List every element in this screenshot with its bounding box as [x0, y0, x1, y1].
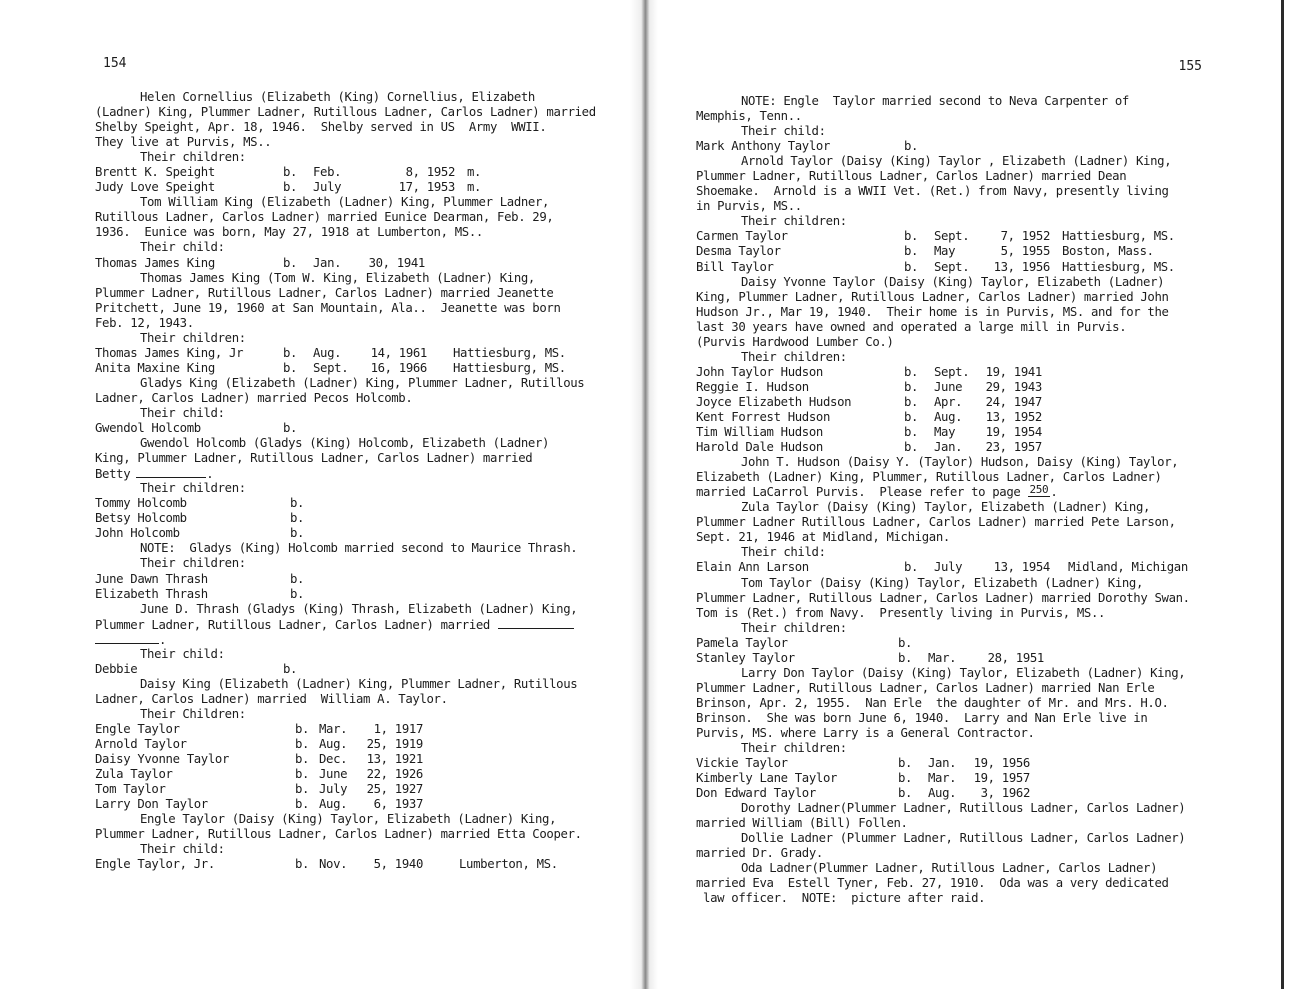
birth-month: Sept.: [934, 229, 970, 244]
child-name: Mark Anthony Taylor: [696, 139, 831, 154]
birth-marker: b.: [295, 857, 310, 872]
text-line: Engle Taylor (Daisy (King) Taylor, Elizabeth (Ladner) King,: [140, 812, 557, 827]
text-line: Larry Don Taylor (Daisy (King) Taylor, Elizabeth (Ladner) King,: [741, 665, 1186, 680]
birth-marker: b.: [295, 752, 310, 767]
child-row: [95, 526, 596, 541]
child-name: Kimberly Lane Taylor: [696, 771, 838, 786]
birth-month: Feb.: [313, 165, 342, 180]
birth-marker: b.: [904, 244, 919, 259]
birth-marker: b.: [904, 364, 919, 379]
birth-month: Aug.: [313, 345, 342, 360]
birth-month: May: [934, 425, 956, 440]
text-line: Arnold Taylor (Daisy (King) Taylor , Elizabeth (Ladner) King,: [741, 154, 1172, 169]
child-row: [696, 440, 1190, 455]
birth-date: 13, 1956: [993, 259, 1050, 274]
text-line: Brinson, Apr. 2, 1955. Nan Erle the daughter of Mr. and Mrs. H.O.: [696, 695, 1169, 710]
text-line: Ladner, Carlos Ladner) married Pecos Holcomb.: [95, 390, 413, 405]
child-name: Stanley Taylor: [696, 650, 795, 665]
birth-place: Hattiesburg, MS.: [1062, 259, 1175, 274]
text-line: Sept. 21, 1946 at Midland, Michigan.: [696, 530, 950, 545]
page-number: 154: [103, 56, 127, 71]
right-page: [658, 0, 1284, 989]
birth-marker: b.: [283, 165, 298, 180]
child-row: [696, 651, 1190, 666]
birth-month: Jan.: [928, 756, 957, 771]
section-heading: Their children:: [741, 741, 847, 756]
birth-place: Hattiesburg, MS.: [453, 360, 566, 375]
birth-date: 14, 1961: [370, 345, 427, 360]
birth-date: 25, 1927: [366, 782, 423, 797]
child-row: [95, 857, 596, 872]
birth-month: Sept.: [934, 259, 970, 274]
birth-marker: b.: [290, 526, 305, 541]
birth-month: June: [934, 379, 963, 394]
section-heading: Their child:: [140, 842, 225, 857]
text-line: married William (Bill) Follen.: [696, 816, 908, 831]
child-name: Brentt K. Speight: [95, 165, 215, 180]
text-line: June D. Thrash (Gladys (King) Thrash, Elizabeth (Ladner) King,: [140, 601, 578, 616]
child-name: Engle Taylor: [95, 721, 180, 736]
child-name: Desma Taylor: [696, 244, 781, 259]
text-line: 1936. Eunice was born, May 27, 1918 at Lumberton, MS..: [95, 225, 483, 240]
text-line: Zula Taylor (Daisy (King) Taylor, Elizabeth (Ladner) King,: [741, 500, 1151, 515]
blank-underline: [136, 466, 206, 478]
page-number: 155: [1178, 59, 1202, 74]
birth-marker: b.: [904, 229, 919, 244]
child-name: John Holcomb: [95, 526, 180, 541]
text-line: Plummer Ladner, Rutillous Ladner, Carlos Ladner) married Nan Erle: [696, 680, 1155, 695]
text-line: last 30 years have owned and operated a large mill in Purvis.: [696, 319, 1127, 334]
child-row: [95, 737, 596, 752]
child-name: Zula Taylor: [95, 767, 173, 782]
child-row: [696, 636, 1190, 651]
birth-marker: b.: [295, 737, 310, 752]
text-line: Feb. 12, 1943.: [95, 315, 194, 330]
birth-month: May: [934, 244, 956, 259]
text-line: Plummer Ladner Rutillous Ladner, Carlos Ladner) married Pete Larson,: [696, 515, 1176, 530]
birth-marker: b.: [283, 360, 298, 375]
left-page: [0, 0, 630, 989]
child-row: [95, 797, 596, 812]
text-line: Helen Cornellius (Elizabeth (King) Cornellius, Elizabeth: [140, 90, 535, 104]
blank-underline: [498, 617, 574, 629]
birth-month: Aug.: [934, 409, 963, 424]
child-name: Debbie: [95, 661, 138, 676]
birth-marker: b.: [295, 721, 310, 736]
birth-marker: b.: [283, 421, 298, 436]
birth-date: 8, 1952: [405, 165, 455, 180]
birth-date: 24, 1947: [985, 394, 1042, 409]
child-row: [696, 771, 1190, 786]
text-line: Hudson Jr., Mar 19, 1940. Their home is in Purvis, MS. and for the: [696, 304, 1169, 319]
birth-marker: b.: [904, 394, 919, 409]
child-name: Harold Dale Hudson: [696, 440, 823, 455]
child-row: [95, 767, 596, 782]
text-line: Tom Taylor (Daisy (King) Taylor, Elizabeth (Ladner) King,: [741, 575, 1144, 590]
child-name: Vickie Taylor: [696, 756, 788, 771]
text-line: in Purvis, MS..: [696, 199, 802, 214]
child-name: Anita Maxine King: [95, 360, 215, 375]
text-line: John T. Hudson (Daisy Y. (Taylor) Hudson, Daisy (King) Taylor,: [741, 455, 1179, 470]
birth-date: 25, 1919: [366, 737, 423, 752]
birth-month: July: [313, 180, 342, 195]
text-line: Rutillous Ladner, Carlos Ladner) married Eunice Dearman, Feb. 29,: [95, 210, 554, 225]
note-line: NOTE: Engle Taylor married second to Neva Carpenter of: [741, 94, 1129, 108]
birth-date: 28, 1951: [987, 650, 1044, 665]
birth-month: Sept.: [313, 360, 349, 375]
child-name: Betsy Holcomb: [95, 511, 187, 526]
text-line: [95, 617, 596, 632]
section-heading: Their child:: [140, 646, 225, 661]
child-row: [696, 756, 1190, 771]
birth-date: 29, 1943: [985, 379, 1042, 394]
birth-marker: b.: [898, 756, 913, 771]
text-line: King, Plummer Ladner, Rutillous Ladner, Carlos Ladner) married John: [696, 289, 1169, 304]
child-name: Daisy Yvonne Taylor: [95, 752, 230, 767]
birth-place: Boston, Mass.: [1062, 244, 1154, 259]
note-line: NOTE: Gladys (King) Holcomb married second to Maurice Thrash.: [140, 541, 578, 556]
birth-place: Midland, Michigan: [1068, 560, 1188, 575]
text-line: married Dr. Grady.: [696, 846, 823, 861]
sentence-end: .: [1050, 485, 1058, 500]
birth-month: Mar.: [928, 771, 957, 786]
child-row: [696, 229, 1190, 244]
birth-marker: b.: [904, 259, 919, 274]
right-page-text: [696, 94, 1190, 907]
text-line: Brinson. She was born June 6, 1940. Larry and Nan Erle live in: [696, 710, 1148, 725]
child-row: [696, 410, 1190, 425]
text-line: Daisy King (Elizabeth (Ladner) King, Plummer Ladner, Rutillous: [140, 676, 578, 691]
birth-date: 7, 1952: [1000, 229, 1050, 244]
text-line: Gladys King (Elizabeth (Ladner) King, Plummer Ladner, Rutillous: [140, 375, 585, 390]
birth-marker: b.: [283, 345, 298, 360]
birth-date: 13, 1954: [993, 560, 1050, 575]
child-row: [95, 511, 596, 526]
birth-month: Aug.: [319, 737, 348, 752]
birth-marker: b.: [283, 180, 298, 195]
section-heading: Their children:: [741, 214, 847, 229]
child-name: Gwendol Holcomb: [95, 421, 201, 436]
text-line: Gwendol Holcomb (Gladys (King) Holcomb, Elizabeth (Ladner): [140, 436, 550, 451]
child-row: [95, 180, 596, 195]
child-name: Thomas James King: [95, 255, 215, 270]
child-name: Larry Don Taylor: [95, 797, 208, 812]
text-line: Daisy Yvonne Taylor (Daisy (King) Taylor, Elizabeth (Ladner): [741, 274, 1165, 289]
text-line: Tom is (Ret.) from Navy. Presently living in Purvis, MS..: [696, 605, 1106, 620]
birth-marker: b.: [290, 496, 305, 511]
birth-date: 13, 1921: [366, 752, 423, 767]
birth-date: 5, 1955: [1000, 244, 1050, 259]
child-name: Tommy Holcomb: [95, 496, 187, 511]
birth-month: Mar.: [928, 650, 957, 665]
child-row: [95, 165, 596, 180]
section-heading: Their children:: [140, 556, 246, 571]
birth-date: 23, 1957: [985, 440, 1042, 455]
section-heading: Their children:: [140, 330, 246, 345]
birth-marker: b.: [898, 650, 913, 665]
birth-month: Jan.: [313, 255, 342, 270]
text-line: [95, 466, 596, 481]
child-name: John Taylor Hudson: [696, 364, 823, 379]
text-line: law officer. NOTE: picture after raid.: [696, 891, 986, 906]
birth-marker: b.: [904, 440, 919, 455]
text-line: Dorothy Ladner(Plummer Ladner, Rutillous Ladner, Carlos Ladner): [741, 801, 1186, 816]
birth-date: 1, 1917: [373, 721, 423, 736]
child-name: Don Edward Taylor: [696, 786, 816, 801]
child-row: [95, 256, 596, 271]
birth-date: 3, 1962: [980, 786, 1030, 801]
text-line: [696, 485, 1190, 500]
birth-month: Nov.: [319, 857, 348, 872]
child-row: [696, 786, 1190, 801]
text-line: Shelby Speight, Apr. 18, 1946. Shelby served in US Army WWII.: [95, 120, 547, 135]
text-line: married Eva Estell Tyner, Feb. 27, 1910. Oda was a very dedicated: [696, 876, 1169, 891]
child-row: [95, 421, 596, 436]
birth-marker: b.: [904, 139, 919, 154]
birth-month: Aug.: [928, 786, 957, 801]
child-row: [696, 560, 1190, 575]
birth-date: 30, 1941: [368, 255, 425, 270]
child-name: Judy Love Speight: [95, 180, 215, 195]
text-line: Plummer Ladner, Rutillous Ladner, Carlos Ladner) married Jeanette: [95, 285, 554, 300]
child-name: Thomas James King, Jr: [95, 345, 244, 360]
birth-place: Hattiesburg, MS.: [1062, 229, 1175, 244]
section-heading: Their child:: [140, 405, 225, 420]
book-gutter: [630, 0, 658, 989]
text-line: (Ladner) King, Plummer Ladner, Rutillous Ladner, Carlos Ladner) married: [95, 105, 596, 120]
child-row: [696, 380, 1190, 395]
child-note: m.: [467, 180, 482, 195]
text-line: Dollie Ladner (Plummer Ladner, Rutillous Ladner, Carlos Ladner): [741, 831, 1186, 846]
child-row: [95, 572, 596, 587]
birth-month: June: [319, 767, 348, 782]
section-heading: Their Children:: [140, 706, 246, 721]
text-line: Ladner, Carlos Ladner) married William A. Taylor.: [95, 691, 448, 706]
birth-date: 17, 1953: [398, 180, 455, 195]
child-name: Carmen Taylor: [696, 229, 788, 244]
child-name: Elain Ann Larson: [696, 560, 809, 575]
birth-date: 19, 1941: [985, 364, 1042, 379]
birth-date: 19, 1954: [985, 425, 1042, 440]
child-row: [696, 395, 1190, 410]
child-name: Kent Forrest Hudson: [696, 409, 831, 424]
birth-month: July: [319, 782, 348, 797]
birth-date: 19, 1957: [973, 771, 1030, 786]
section-heading: Their child:: [741, 545, 826, 560]
child-name: Pamela Taylor: [696, 635, 788, 650]
spouse-name: Betty: [95, 467, 131, 482]
text-line: Tom William King (Elizabeth (Ladner) King, Plummer Ladner,: [140, 195, 550, 210]
child-name: June Dawn Thrash: [95, 571, 208, 586]
birth-month: Apr.: [934, 394, 963, 409]
text-line: Shoemake. Arnold is a WWII Vet. (Ret.) from Navy, presently living: [696, 184, 1169, 199]
birth-marker: b.: [290, 586, 305, 601]
birth-month: Aug.: [319, 797, 348, 812]
birth-month: Dec.: [319, 752, 348, 767]
birth-marker: b.: [290, 571, 305, 586]
child-row: [95, 782, 596, 797]
section-heading: Their children:: [741, 349, 847, 364]
text-line: (Purvis Hardwood Lumber Co.): [696, 334, 894, 349]
child-name: Tim William Hudson: [696, 425, 823, 440]
text-line: Memphis, Tenn..: [696, 109, 802, 124]
section-heading: Their child:: [140, 240, 225, 255]
child-row: [95, 346, 596, 361]
birth-date: 22, 1926: [366, 767, 423, 782]
birth-date: 13, 1952: [985, 409, 1042, 424]
birth-date: 19, 1956: [973, 756, 1030, 771]
child-row: [696, 425, 1190, 440]
birth-marker: b.: [904, 560, 919, 575]
birth-marker: b.: [898, 786, 913, 801]
child-name: Tom Taylor: [95, 782, 166, 797]
text-line: [95, 632, 596, 647]
birth-date: 16, 1966: [370, 360, 427, 375]
child-row: [696, 139, 1190, 154]
text-line: King, Plummer Ladner, Rutillous Ladner, Carlos Ladner) married: [95, 451, 533, 466]
left-page-text: [95, 90, 596, 872]
child-name: Arnold Taylor: [95, 737, 187, 752]
text-line: Oda Ladner(Plummer Ladner, Rutillous Ladner, Carlos Ladner): [741, 861, 1158, 876]
birth-month: Sept.: [934, 364, 970, 379]
child-row: [696, 260, 1190, 275]
sentence-end: .: [159, 632, 167, 647]
child-row: [95, 752, 596, 767]
child-row: [95, 587, 596, 602]
text-segment: married LaCarrol Purvis. Please refer to page: [696, 485, 1028, 500]
child-row: [95, 662, 596, 677]
child-row: [95, 496, 596, 511]
page-reference: 250: [1029, 483, 1049, 497]
birth-date: 5, 1940: [373, 857, 423, 872]
text-line: Plummer Ladner, Rutillous Ladner, Carlos Ladner) married Etta Cooper.: [95, 827, 582, 842]
child-name: Engle Taylor, Jr.: [95, 857, 215, 872]
text-line: Plummer Ladner, Rutillous Ladner, Carlos Ladner) married Dean: [696, 169, 1127, 184]
birth-marker: b.: [283, 255, 298, 270]
birth-month: July: [934, 560, 963, 575]
birth-marker: b.: [904, 379, 919, 394]
text-line: Pritchett, June 19, 1960 at San Mountain, Ala.. Jeanette was born: [95, 300, 561, 315]
text-segment: Plummer Ladner, Rutillous Ladner, Carlos Ladner) married: [95, 617, 490, 632]
birth-place: Lumberton, MS.: [459, 857, 558, 872]
child-row: [696, 244, 1190, 259]
section-heading: Their children:: [140, 481, 246, 496]
child-row: [95, 361, 596, 376]
blank-underline: [95, 632, 159, 644]
text-line: Thomas James King (Tom W. King, Elizabeth (Ladner) King,: [140, 270, 535, 285]
birth-marker: b.: [295, 797, 310, 812]
birth-marker: b.: [295, 767, 310, 782]
birth-marker: b.: [898, 771, 913, 786]
sentence-end: .: [206, 467, 214, 482]
section-heading: Their child:: [741, 124, 826, 139]
birth-marker: b.: [904, 425, 919, 440]
child-name: Bill Taylor: [696, 259, 774, 274]
birth-marker: b.: [898, 635, 913, 650]
child-name: Elizabeth Thrash: [95, 586, 208, 601]
child-note: m.: [467, 165, 482, 180]
birth-date: 6, 1937: [373, 797, 423, 812]
text-line: Elizabeth (Ladner) King, Plummer, Rutillous Ladner, Carlos Ladner): [696, 470, 1162, 485]
birth-month: Jan.: [934, 440, 963, 455]
birth-marker: b.: [283, 661, 298, 676]
birth-marker: b.: [290, 511, 305, 526]
section-heading: Their children:: [741, 620, 847, 635]
child-row: [696, 365, 1190, 380]
child-name: Reggie I. Hudson: [696, 379, 809, 394]
text-line: They live at Purvis, MS..: [95, 135, 272, 150]
section-heading: Their children:: [140, 150, 246, 165]
child-name: Joyce Elizabeth Hudson: [696, 394, 852, 409]
text-line: Purvis, MS. where Larry is a General Contractor.: [696, 725, 1035, 740]
birth-place: Hattiesburg, MS.: [453, 345, 566, 360]
birth-month: Mar.: [319, 721, 348, 736]
birth-marker: b.: [295, 782, 310, 797]
child-row: [95, 722, 596, 737]
text-line: Plummer Ladner, Rutillous Ladner, Carlos Ladner) married Dorothy Swan.: [696, 590, 1190, 605]
birth-marker: b.: [904, 409, 919, 424]
